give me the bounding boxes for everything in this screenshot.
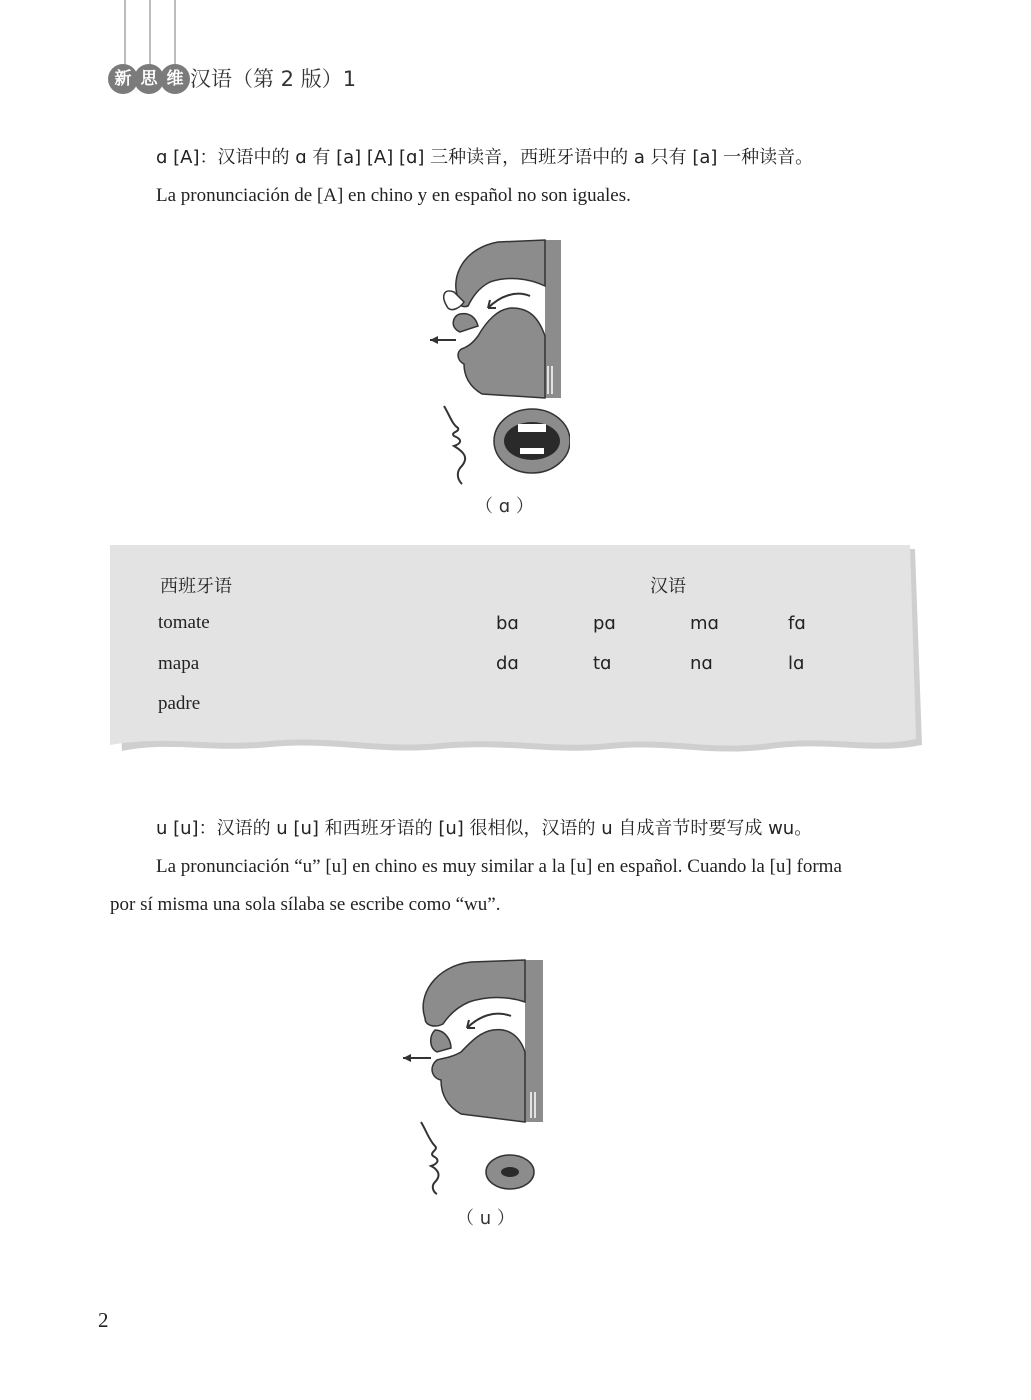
diagram-a-caption: （ ɑ ） <box>475 496 534 517</box>
section-u-spanish-text-line2: por sí misma una sola sílaba se escribe como “wu”. <box>110 894 501 915</box>
pinyin-syllable: fɑ <box>788 613 806 634</box>
mouth-diagram-u-icon <box>395 956 550 1196</box>
logo-char-circle: 维 <box>160 64 190 94</box>
section-a-spanish-text: La pronunciación de [A] en chino y en español no son iguales. <box>156 185 631 206</box>
spanish-word: padre <box>158 693 201 714</box>
section-u-spanish-text-line1: La pronunciación “u” [u] en chino es muy similar a la [u] en español. Cuando la [u] forma <box>156 856 842 877</box>
logo-char-circle: 思 <box>134 64 164 94</box>
pronunciation-comparison-table <box>110 545 915 745</box>
header-line <box>149 0 151 72</box>
section-a-chinese-text: ɑ [A]：汉语中的 ɑ 有 [a] [A] [ɑ] 三种读音，西班牙语中的 a 只有 [a] 一种读音。 <box>156 147 814 168</box>
pinyin-syllable: pɑ <box>593 613 616 634</box>
logo-char-circle: 新 <box>108 64 138 94</box>
header-line <box>124 0 126 72</box>
pinyin-syllable: mɑ <box>690 613 719 634</box>
section-u-chinese-text: u [u]：汉语的 u [u] 和西班牙语的 [u] 很相似，汉语的 u 自成音节时要写成 wu。 <box>156 818 813 839</box>
pinyin-syllable: nɑ <box>690 653 713 674</box>
page-number: 2 <box>98 1308 109 1332</box>
pinyin-syllable: dɑ <box>496 653 519 674</box>
pinyin-syllable: tɑ <box>593 653 612 674</box>
mouth-diagram-a-icon <box>420 236 570 486</box>
diagram-u-caption: （ u ） <box>456 1208 515 1229</box>
table-header-chinese: 汉语 <box>650 576 686 597</box>
spanish-word: tomate <box>158 612 210 633</box>
pinyin-syllable: bɑ <box>496 613 519 634</box>
table-header-spanish: 西班牙语 <box>160 576 232 597</box>
header-line <box>174 0 176 72</box>
book-title: 汉语（第 2 版）1 <box>190 67 357 91</box>
pinyin-syllable: lɑ <box>788 653 805 674</box>
spanish-word: mapa <box>158 653 200 674</box>
